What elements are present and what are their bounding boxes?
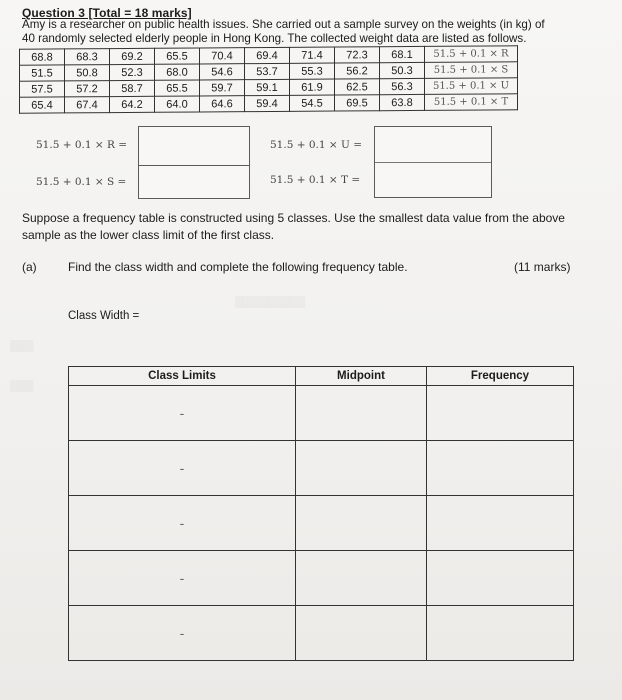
weight-cell: 68.3 [65,49,110,65]
class-limits-cell[interactable]: - [69,551,296,606]
frequency-row [69,551,574,606]
weight-cell: 53.7 [245,63,290,79]
frequency-row [69,441,574,496]
bleed-through-text: ▒▒▒ [10,340,34,352]
midpoint-cell[interactable] [296,606,427,661]
weight-expression-cell: 51.5 + 0.1 × U [425,78,518,95]
weight-cell: 65.5 [155,80,200,96]
weight-cell: 68.1 [380,46,425,62]
weight-expression-cell: 51.5 + 0.1 × R [425,46,518,63]
weight-cell: 68.8 [20,49,65,65]
weight-cell: 72.3 [335,47,380,63]
weight-cell: 64.2 [110,96,155,112]
frequency-row [69,386,574,441]
weight-cell: 71.4 [290,47,335,63]
class-limits-cell[interactable]: - [69,441,296,496]
bleed-through-text: ▒▒▒ [10,380,34,392]
frequency-cell[interactable] [427,606,574,661]
midpoint-cell[interactable] [296,386,427,441]
weights-table [19,45,518,113]
weight-cell: 52.3 [110,64,155,80]
weight-cell: 62.5 [335,79,380,95]
frequency-cell[interactable] [427,496,574,551]
instructions-paragraph: Suppose a frequency table is constructed using 5 classes. Use the smallest data value from the above sample as the lower class limit of the first class. [22,211,565,242]
weight-cell: 65.4 [20,97,65,113]
equation-t: 51.5 + 0.1 × T = [270,174,361,186]
class-limits-cell[interactable]: - [69,386,296,441]
answer-box-s[interactable] [138,165,250,199]
answer-box-divider [375,162,491,163]
weight-cell: 59.7 [200,80,245,96]
weight-cell: 51.5 [20,65,65,81]
weight-cell: 54.6 [200,64,245,80]
weight-cell: 59.1 [245,79,290,95]
header-class-limits: Class Limits [69,367,296,386]
class-limits-cell[interactable]: - [69,606,296,661]
frequency-cell[interactable] [427,386,574,441]
answer-box-r[interactable] [138,126,250,166]
weight-cell: 56.3 [380,78,425,94]
part-a-marks: (11 marks) [514,260,571,274]
weight-cell: 55.3 [290,63,335,79]
weight-cell: 63.8 [380,94,425,110]
part-a-label: (a) [22,260,37,274]
midpoint-cell[interactable] [296,441,427,496]
question-intro: Amy is a researcher on public health issues. She carried out a sample survey on the weights (in kg) of 40 randomly selected elderly people in Hong Kong. The collected weight data are listed as follows. [22,18,545,45]
midpoint-cell[interactable] [296,496,427,551]
equation-s: 51.5 + 0.1 × S = [36,176,127,188]
part-a-text: Find the class width and complete the following frequency table. [68,260,408,274]
header-frequency: Frequency [427,367,574,386]
weight-cell: 56.2 [335,63,380,79]
equation-u: 51.5 + 0.1 × U = [270,139,363,151]
weight-expression-cell: 51.5 + 0.1 × T [425,94,518,111]
weight-cell: 70.4 [200,48,245,64]
weight-cell: 57.2 [65,81,110,97]
class-limits-cell[interactable]: - [69,496,296,551]
weight-cell: 65.5 [155,48,200,64]
weight-cell: 69.4 [245,47,290,63]
weight-cell: 57.5 [20,81,65,97]
midpoint-cell[interactable] [296,551,427,606]
weight-cell: 50.3 [380,62,425,78]
frequency-row [69,606,574,661]
weight-cell: 64.6 [200,96,245,112]
bleed-through-text: ▒▒▒▒▒▒▒▒▒ [235,296,306,308]
equation-r: 51.5 + 0.1 × R = [36,139,128,151]
weight-cell: 69.5 [335,95,380,111]
weight-cell: 61.9 [290,79,335,95]
frequency-cell[interactable] [427,551,574,606]
weight-cell: 64.0 [155,96,200,112]
weights-row [20,94,518,113]
frequency-cell[interactable] [427,441,574,496]
weight-cell: 69.2 [110,48,155,64]
class-width-label: Class Width = [68,310,140,322]
question-title: Question 3 [Total = 18 marks] [22,6,192,20]
weight-expression-cell: 51.5 + 0.1 × S [425,62,518,79]
weight-cell: 58.7 [110,80,155,96]
weight-cell: 54.5 [290,95,335,111]
header-midpoint: Midpoint [296,367,427,386]
answer-box-u-t[interactable] [374,126,492,198]
weight-cell: 59.4 [245,95,290,111]
frequency-row [69,496,574,551]
weight-cell: 68.0 [155,64,200,80]
weight-cell: 67.4 [65,97,110,113]
frequency-table [68,366,574,661]
weight-cell: 50.8 [65,65,110,81]
